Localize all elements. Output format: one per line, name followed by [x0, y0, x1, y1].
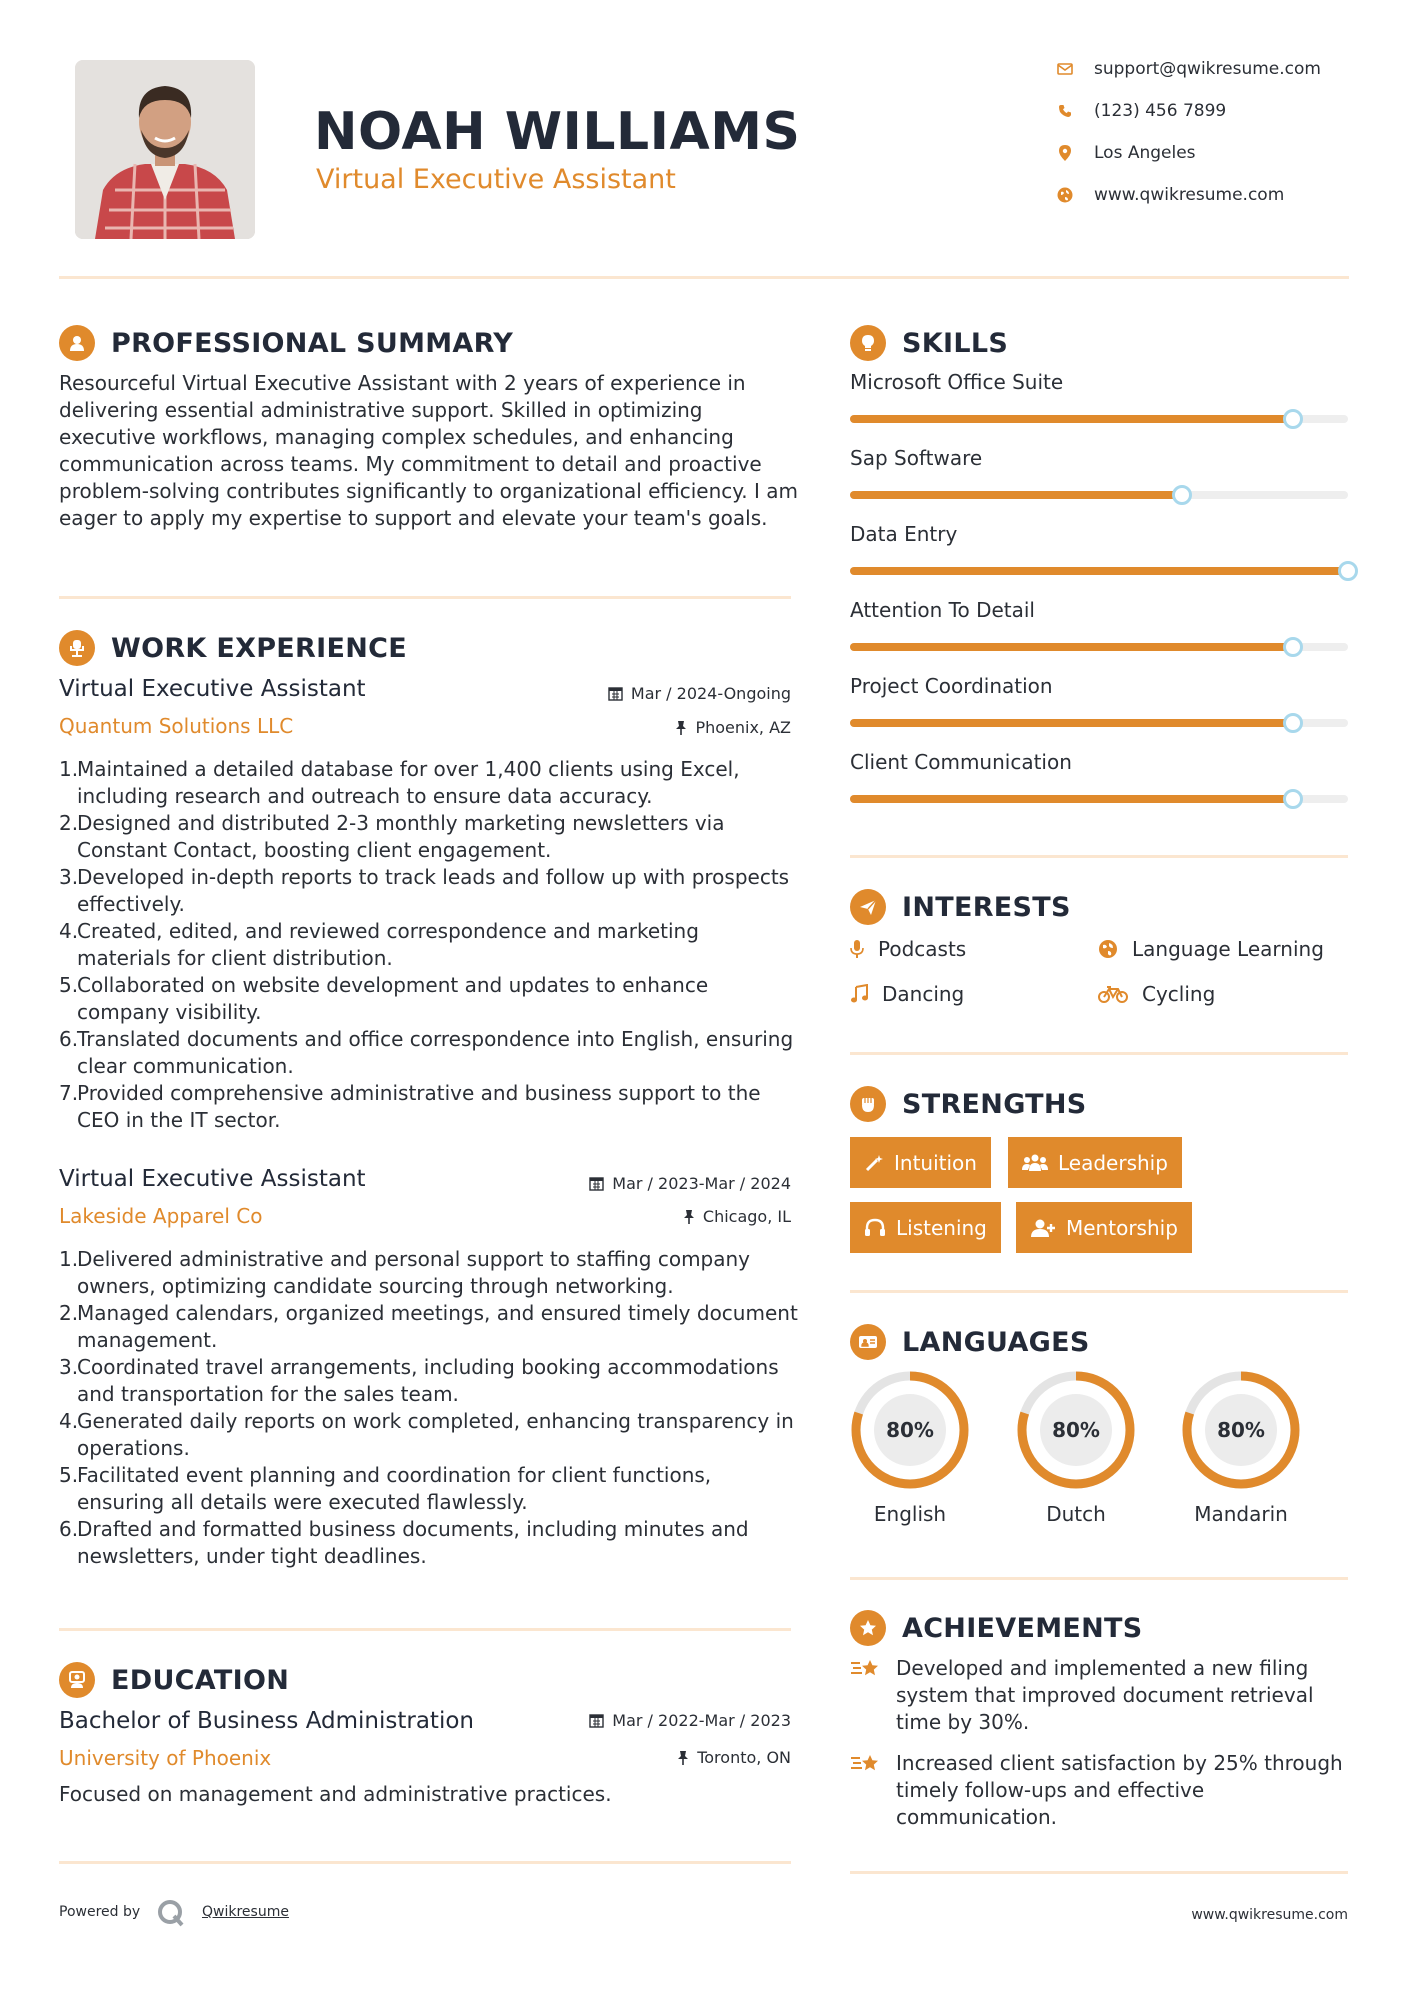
map-pin-icon [1056, 144, 1074, 162]
skill-label: Data Entry [850, 522, 958, 546]
fist-icon [850, 1086, 886, 1122]
achievements-divider [850, 1871, 1348, 1874]
interests-heading [850, 887, 1071, 927]
qwikresume-logo-icon [156, 1898, 186, 1928]
magic-wand-icon [864, 1153, 884, 1173]
interest-language-learning [1098, 935, 1324, 963]
star-badge-icon [850, 1610, 886, 1646]
skill-bar [850, 719, 1348, 727]
interest-label: Dancing [882, 982, 965, 1006]
job-1-company: Quantum Solutions LLC [59, 714, 294, 738]
strength-listening [850, 1202, 1001, 1253]
school-name: University of Phoenix [59, 1746, 272, 1770]
globe-icon [1056, 186, 1074, 204]
achievement-item-1 [850, 1655, 1350, 1736]
calendar-icon [589, 1176, 604, 1191]
language-ring [1016, 1370, 1136, 1490]
list-item: 3. Developed in-depth reports to track leads and follow up with prospects effectively. [59, 865, 790, 916]
strengths-title: STRENGTHS [902, 1088, 1087, 1120]
contact-website-text: www.qwikresume.com [1094, 185, 1285, 205]
skill-bar-fill [850, 491, 1182, 499]
skill-bar-fill [850, 795, 1293, 803]
skill-bar [850, 491, 1348, 499]
interest-podcasts [850, 935, 966, 963]
list-item: 5. Collaborated on website development and updates to enhance company visibility. [59, 973, 709, 1024]
experience-title: WORK EXPERIENCE [111, 632, 407, 664]
skill-label: Project Coordination [850, 674, 1053, 698]
job-2-company: Lakeside Apparel Co [59, 1204, 263, 1228]
strength-label: Listening [896, 1215, 987, 1240]
skill-bar [850, 795, 1348, 803]
headphones-icon [864, 1218, 886, 1238]
education-title: EDUCATION [111, 1664, 290, 1696]
achievement-text: Increased client satisfaction by 25% through timely follow-ups and effective communication. [896, 1751, 1343, 1829]
contact-email[interactable] [1056, 57, 1376, 81]
contact-website[interactable] [1056, 183, 1376, 207]
contact-phone[interactable] [1056, 99, 1376, 123]
strength-label: Mentorship [1066, 1215, 1178, 1240]
pushpin-icon [683, 1209, 695, 1224]
paper-plane-icon [850, 889, 886, 925]
strength-intuition [850, 1137, 991, 1188]
job-1-bullets [59, 756, 799, 1134]
strength-label: Leadership [1058, 1150, 1168, 1175]
bicycle-icon [1098, 985, 1128, 1003]
skills-heading [850, 323, 1008, 363]
footer-website-link[interactable]: www.qwikresume.com [1191, 1907, 1348, 1923]
languages-title: LANGUAGES [902, 1326, 1090, 1358]
microphone-icon [850, 939, 864, 959]
candidate-title: Virtual Executive Assistant [316, 164, 676, 195]
shooting-star-icon [850, 1657, 882, 1681]
job-2-title: Virtual Executive Assistant [59, 1166, 366, 1192]
skill-bar [850, 643, 1348, 651]
achievement-item-2 [850, 1750, 1350, 1831]
job-2-location-text: Chicago, IL [702, 1207, 791, 1226]
person-photo-illustration [75, 60, 255, 239]
strength-mentorship [1016, 1202, 1192, 1253]
language-percent: 80% [874, 1394, 946, 1466]
list-item: 7. Provided comprehensive administrative and business support to the CEO in the IT sector. [59, 1081, 761, 1132]
music-note-icon [850, 984, 868, 1004]
pushpin-icon [675, 720, 687, 735]
skill-slider-handle [1283, 637, 1303, 657]
interests-divider [850, 1052, 1348, 1055]
id-card-icon [850, 1324, 886, 1360]
group-icon [1022, 1153, 1048, 1173]
strength-leadership [1008, 1137, 1182, 1188]
education-description: Focused on management and administrative practices. [59, 1782, 612, 1806]
skill-slider-handle [1338, 561, 1358, 581]
skill-bar [850, 415, 1348, 423]
globe-icon [1098, 939, 1118, 959]
job-2-location [520, 1207, 791, 1226]
add-user-icon [1030, 1218, 1056, 1238]
list-item: 6. Drafted and formatted business documents, including minutes and newsletters, under tight deadlines. [59, 1517, 749, 1568]
skill-bar [850, 567, 1348, 575]
language-ring [1181, 1370, 1301, 1490]
list-item: 2. Managed calendars, organized meetings, and ensured timely document management. [59, 1301, 798, 1352]
contact-location-text: Los Angeles [1094, 143, 1196, 163]
interest-label: Cycling [1142, 982, 1216, 1006]
achievements-heading [850, 1608, 1143, 1648]
list-item: 5. Facilitated event planning and coordination for client functions, ensuring all details were executed flawlessly. [59, 1463, 712, 1514]
skill-bar-fill [850, 415, 1293, 423]
qwikresume-brand-link[interactable]: Qwikresume [202, 1904, 289, 1920]
skill-slider-handle [1283, 409, 1303, 429]
skill-slider-handle [1172, 485, 1192, 505]
phone-icon [1056, 102, 1074, 120]
chair-icon [59, 630, 95, 666]
powered-by-label: Powered by [59, 1904, 141, 1920]
achievement-text: Developed and implemented a new filing system that improved document retrieval time by 30%. [896, 1656, 1314, 1734]
shooting-star-icon [850, 1752, 882, 1776]
job-1-location-text: Phoenix, AZ [695, 718, 791, 737]
pushpin-icon [677, 1750, 689, 1765]
job-2-date-text: Mar / 2023-Mar / 2024 [612, 1174, 791, 1193]
languages-heading [850, 1322, 1090, 1362]
skill-bar-fill [850, 567, 1348, 575]
education-divider [59, 1861, 791, 1864]
skill-label: Attention To Detail [850, 598, 1035, 622]
list-item: 4. Generated daily reports on work completed, enhancing transparency in operations. [59, 1409, 794, 1460]
contact-phone-text: (123) 456 7899 [1094, 101, 1227, 121]
summary-title: PROFESSIONAL SUMMARY [111, 327, 514, 359]
job-1-title: Virtual Executive Assistant [59, 676, 366, 702]
list-item: 2. Designed and distributed 2-3 monthly marketing newsletters via Constant Contact, boosting client engagement. [59, 811, 725, 862]
list-item: 1. Delivered administrative and personal support to staffing company owners, optimizing candidate sourcing through networking. [59, 1247, 751, 1298]
lightbulb-icon [850, 325, 886, 361]
skills-divider [850, 855, 1348, 858]
contact-email-text: support@qwikresume.com [1094, 59, 1321, 79]
education-heading [59, 1660, 289, 1700]
strength-label: Intuition [894, 1150, 977, 1175]
summary-heading [59, 323, 513, 363]
skill-slider-handle [1283, 789, 1303, 809]
graduate-icon [59, 1662, 95, 1698]
interest-label: Podcasts [878, 937, 967, 961]
interest-dancing [850, 980, 964, 1008]
skill-label: Microsoft Office Suite [850, 370, 1064, 394]
education-location-text: Toronto, ON [697, 1748, 791, 1767]
job-2-date [500, 1174, 791, 1193]
list-item: 3. Coordinated travel arrangements, including booking accommodations and transportation for the sales team. [59, 1355, 779, 1406]
skill-label: Client Communication [850, 750, 1072, 774]
user-icon [59, 325, 95, 361]
strengths-heading [850, 1084, 1087, 1124]
profile-photo [75, 60, 255, 239]
education-location [520, 1748, 791, 1767]
list-item: 1. Maintained a detailed database for over 1,400 clients using Excel, including research and outreach to ensure data accuracy. [59, 757, 740, 808]
experience-divider [59, 1628, 791, 1631]
job-1-location [520, 718, 791, 737]
education-date-text: Mar / 2022-Mar / 2023 [612, 1711, 791, 1730]
strengths-divider [850, 1290, 1348, 1293]
degree-title: Bachelor of Business Administration [59, 1708, 474, 1734]
language-name: Mandarin [1194, 1502, 1288, 1526]
contact-location [1056, 141, 1376, 165]
header-divider [59, 276, 1349, 279]
language-ring [850, 1370, 970, 1490]
list-item: 6. Translated documents and office correspondence into English, ensuring clear communication. [59, 1027, 794, 1078]
skills-title: SKILLS [902, 327, 1009, 359]
list-item: 4. Created, edited, and reviewed correspondence and marketing materials for client distribution. [59, 919, 699, 970]
job-2-bullets [59, 1246, 804, 1570]
candidate-name: NOAH WILLIAMS [314, 102, 801, 162]
skill-slider-handle [1283, 713, 1303, 733]
envelope-icon [1056, 60, 1074, 78]
calendar-icon [608, 686, 623, 701]
summary-text: Resourceful Virtual Executive Assistant with 2 years of experience in delivering essential administrative support. Skilled in optimizing executive workflows, managing complex schedules, and enhancing communication across teams. My commitment to detail and proactive problem-solving contributes significantly to organizational efficiency. I am eager to apply my expertise to support and elevate your team's goals. [59, 371, 798, 530]
skill-label: Sap Software [850, 446, 983, 470]
job-1-date [520, 684, 791, 703]
interest-cycling [1098, 980, 1215, 1008]
education-date [500, 1711, 791, 1730]
job-1-date-text: Mar / 2024-Ongoing [630, 684, 791, 703]
interest-label: Language Learning [1132, 937, 1324, 961]
language-name: English [873, 1502, 947, 1526]
skill-bar-fill [850, 719, 1293, 727]
interests-title: INTERESTS [902, 891, 1071, 923]
language-percent: 80% [1040, 1394, 1112, 1466]
languages-divider [850, 1577, 1348, 1580]
skill-bar-fill [850, 643, 1293, 651]
summary-divider [59, 596, 791, 599]
language-percent: 80% [1205, 1394, 1277, 1466]
language-name: Dutch [1046, 1502, 1106, 1526]
achievements-title: ACHIEVEMENTS [902, 1612, 1143, 1644]
calendar-icon [589, 1713, 604, 1728]
experience-heading [59, 628, 407, 668]
